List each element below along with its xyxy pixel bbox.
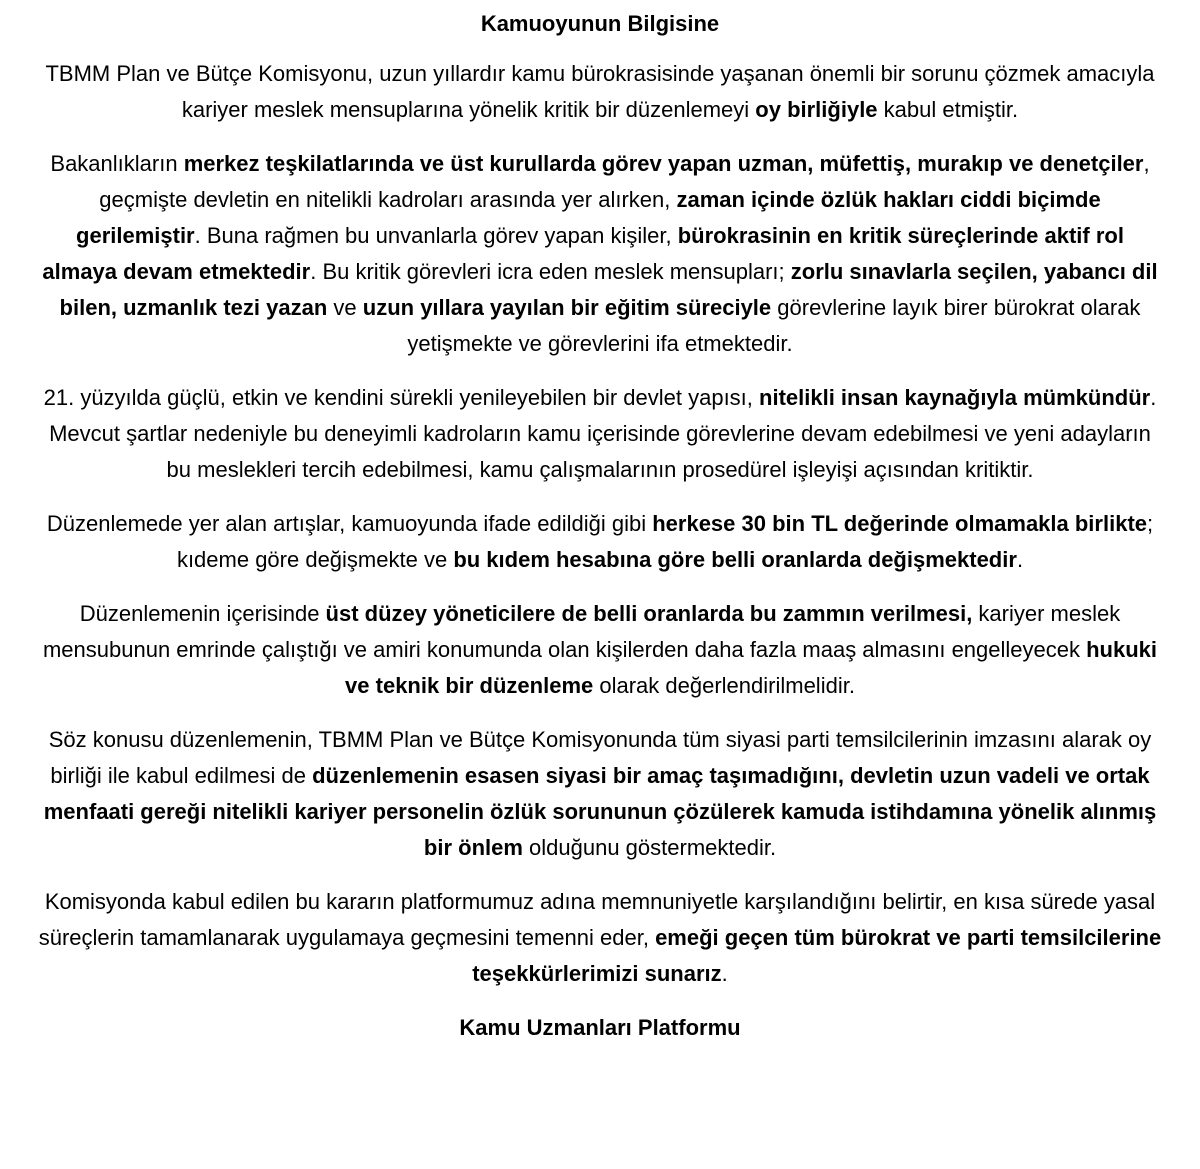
- text-run: . Buna rağmen bu unvanlarla görev yapan kişiler,: [194, 223, 678, 248]
- paragraph-5: [36, 596, 1164, 704]
- paragraph-4: [36, 506, 1164, 578]
- text-run: ; kıdeme göre değişmekte ve: [176, 511, 1154, 572]
- paragraph-3: [36, 380, 1164, 488]
- bold-text: zorlu sınavlarla seçilen, yabancı dil bilen, uzmanlık tezi yazan: [59, 259, 1158, 320]
- text-run: 21. yüzyılda güçlü, etkin ve kendini sürekli yenileyebilen bir devlet yapısı,: [43, 385, 760, 410]
- text-run: kabul etmiştir.: [877, 97, 1019, 122]
- text-run: Komisyonda kabul edilen bu kararın platformumuz adına memnuniyetle karşılandığını belirtir, en kısa sürede yasal süreçlerin tamamlanarak uygulamaya geçmesini temenni eder,: [38, 889, 1156, 950]
- text-run: olduğunu göstermektedir.: [522, 835, 777, 860]
- bold-text: üst düzey yöneticilere de belli oranlarda bu zammın verilmesi,: [325, 601, 973, 626]
- bold-text: bürokrasinin en kritik süreçlerinde aktif rol almaya devam etmektedir: [42, 223, 1124, 284]
- bold-text: emeği geçen tüm bürokrat ve parti temsilcilerine teşekkürlerimizi sunarız: [472, 925, 1162, 986]
- paragraph-7: [36, 884, 1164, 992]
- text-run: . Mevcut şartlar nedeniyle bu deneyimli kadroların kamu içerisinde görevlerine devam edebilmesi ve yeni adayların bu meslekleri tercih edebilmesi, kamu çalışmalarının prosedürel işleyişi açısından kritiktir.: [49, 385, 1157, 482]
- paragraph-1: [36, 56, 1164, 128]
- bold-text: oy birliğiyle: [755, 97, 878, 122]
- text-run: kariyer meslek mensubunun emrinde çalıştığı ve amiri konumunda olan kişilerden daha fazla maaş almasını engelleyecek: [42, 601, 1121, 662]
- bold-text: bu kıdem hesabına göre belli oranlarda değişmektedir: [453, 547, 1017, 572]
- document-body: [36, 56, 1164, 992]
- text-run: Düzenlemede yer alan artışlar, kamuoyunda ifade edildiği gibi: [46, 511, 653, 536]
- text-run: .: [721, 961, 728, 986]
- bold-text: merkez teşkilatlarında ve üst kurullarda görev yapan uzman, müfettiş, murakıp ve denetçiler: [183, 151, 1144, 176]
- bold-text: hukuki ve teknik bir düzenleme: [345, 637, 1158, 698]
- text-run: olarak değerlendirilmelidir.: [593, 673, 855, 698]
- bold-text: nitelikli insan kaynağıyla mümkündür: [759, 385, 1151, 410]
- text-run: Düzenlemenin içerisinde: [79, 601, 326, 626]
- text-run: ve: [327, 295, 363, 320]
- paragraph-6: [36, 722, 1164, 866]
- text-run: Bakanlıkların: [50, 151, 184, 176]
- text-run: TBMM Plan ve Bütçe Komisyonu, uzun yıllardır kamu bürokrasisinde yaşanan önemli bir sorunu çözmek amacıyla kariyer meslek mensuplarına yönelik kritik bir düzenlemeyi: [45, 61, 1155, 122]
- bold-text: düzenlemenin esasen siyasi bir amaç taşımadığını, devletin uzun vadeli ve ortak menfaati gereği nitelikli kariyer personelin özlük sorununun çözülerek kamuda istihdamına yönelik alınmış bir önlem: [43, 763, 1157, 860]
- text-run: , geçmişte devletin en nitelikli kadroları arasında yer alırken,: [99, 151, 1150, 212]
- bold-text: herkese 30 bin TL değerinde olmamakla birlikte: [652, 511, 1148, 536]
- text-run: .: [1016, 547, 1024, 572]
- text-run: . Bu kritik görevleri icra eden meslek mensupları;: [310, 259, 791, 284]
- bold-text: zaman içinde özlük hakları ciddi biçimde gerilemiştir: [76, 187, 1101, 248]
- text-run: Söz konusu düzenlemenin, TBMM Plan ve Bütçe Komisyonunda tüm siyasi parti temsilcilerinin imzasını alarak oy birliği ile kabul edilmesi de: [48, 727, 1152, 788]
- text-run: görevlerine layık birer bürokrat olarak yetişmekte ve görevlerini ifa etmektedir.: [407, 295, 1141, 356]
- paragraph-2: [36, 146, 1164, 362]
- bold-text: uzun yıllara yayılan bir eğitim süreciyle: [362, 295, 772, 320]
- signature: Kamu Uzmanları Platformu: [459, 1015, 741, 1040]
- document-title: Kamuoyunun Bilgisine: [480, 11, 720, 36]
